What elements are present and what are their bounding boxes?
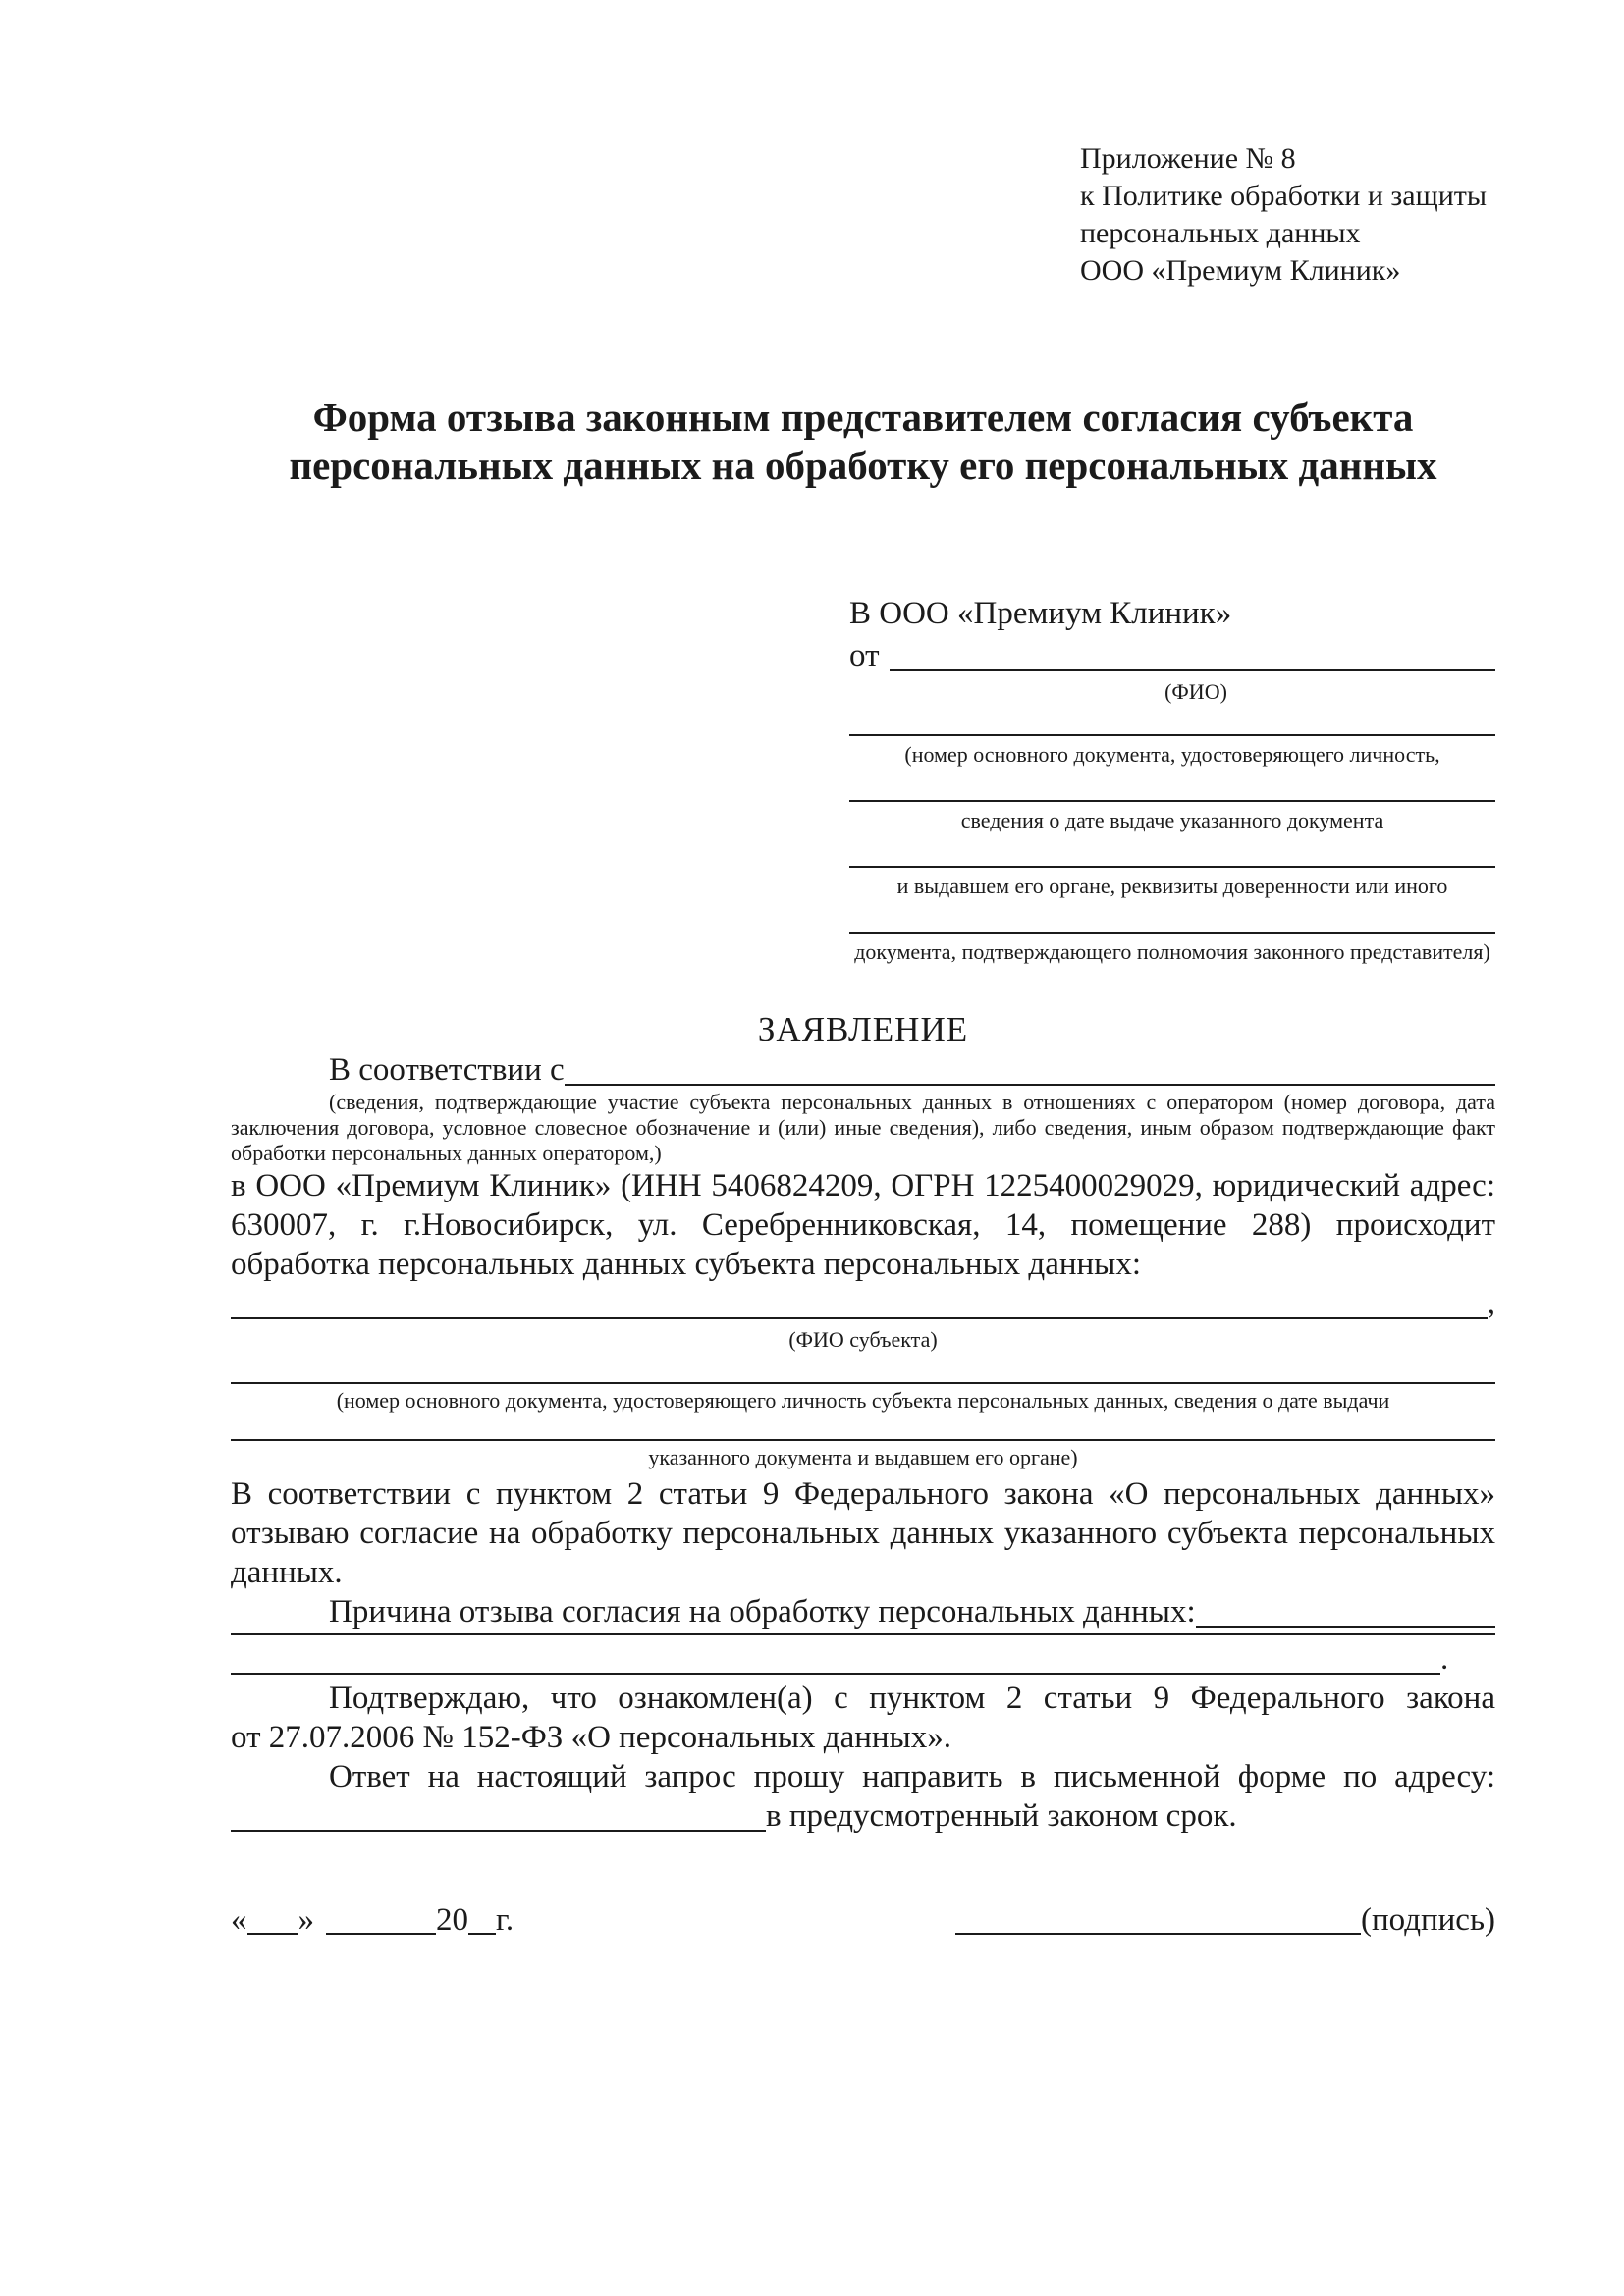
basis-blank-line [565,1084,1495,1086]
open-quote: « [231,1902,247,1938]
basis-footnote [231,1090,1495,1166]
representative-doc-field [849,866,1495,899]
subject-fio-row [231,1284,1495,1323]
reply-tail-text: в предусмотренный законом срок. [766,1798,1237,1834]
appendix-line: ООО «Премиум Клиник» [1080,254,1401,287]
day-blank-line [247,1933,298,1935]
signature-caption: (подпись) [1361,1902,1495,1938]
withdrawal-paragraph [231,1474,1495,1592]
operator-paragraph-line: обработка персональных данных субъекта персональных данных: [231,1247,1141,1282]
representative-doc-field [849,932,1495,965]
withdrawal-paragraph-line: В соответствии с пунктом 2 статьи 9 Федерального закона «О персональных данных» [231,1476,1495,1512]
representative-doc-caption: сведения о дате выдаче указанного документа [960,808,1384,832]
withdrawal-paragraph-line: данных. [231,1555,343,1590]
appendix-line: персональных данных [1080,217,1361,249]
year-prefix: 20 [436,1902,468,1938]
basis-label: В соответствии с [329,1052,565,1088]
appendix-line: Приложение № 8 [1080,142,1296,175]
form-title [231,394,1495,490]
footnote-line: заключения договора, условное словесное обозначение и (или) иные сведения), либо сведения, иным образом подтверждающие факт [231,1115,1495,1140]
reason-continuation-row [231,1639,1495,1679]
representative-doc-blank-line [849,932,1495,934]
operator-paragraph-line: в ООО «Премиум Клиник» (ИНН 5406824209, ОГРН 1225400029029, юридический адрес: [231,1168,1495,1203]
subject-doc-caption: (номер основного документа, удостоверяющего личность субъекта персональных данных, сведения о дате выдачи [336,1388,1390,1413]
confirmation-paragraph-line: Подтверждаю, что ознакомлен(а) с пунктом 2 статьи 9 Федерального закона [329,1681,1495,1716]
representative-doc-blank-line [849,866,1495,868]
subject-doc-blank-line [231,1382,1495,1384]
form-title-line: Форма отзыва законным представителем согласия субъекта [312,395,1414,440]
signature-blank-line [955,1933,1361,1935]
appendix-note [1080,140,1495,290]
month-blank-line [326,1933,436,1935]
representative-doc-field [849,734,1495,768]
confirmation-paragraph-line: от 27.07.2006 № 152-ФЗ «О персональных данных». [231,1720,951,1755]
reason-blank-line-2 [231,1633,1495,1635]
operator-paragraph-line: 630007, г. г.Новосибирск, ул. Серебренниковская, 14, помещение 288) происходит [231,1207,1495,1243]
reason-label: Причина отзыва согласия на обработку персональных данных: [329,1594,1196,1629]
subject-fio-blank-line [231,1317,1488,1319]
footnote-line: (сведения, подтверждающие участие субъекта персональных данных в отношениях с оператором (номер договора, дата [329,1090,1495,1114]
statement-heading: ЗАЯВЛЕНИЕ [757,1010,969,1048]
addressee-block [849,593,1495,965]
representative-doc-blank-line [849,734,1495,736]
reason-row [231,1592,1495,1631]
reason-blank-line [1196,1626,1495,1628]
year-blank-line [468,1933,496,1935]
year-suffix: г. [496,1902,514,1938]
from-row [849,636,1495,675]
signature-group [955,1900,1495,1940]
operator-paragraph [231,1166,1495,1284]
addressee-organization: В ООО «Премиум Клиник» [849,596,1232,631]
reply-paragraph-line: Ответ на настоящий запрос прошу направить в письменной форме по адресу: [329,1759,1495,1794]
subject-fio-caption: (ФИО субъекта) [788,1327,938,1352]
basis-row [231,1050,1495,1090]
representative-doc-blank-line [849,800,1495,802]
close-quote: » [298,1902,314,1938]
reply-address-blank-line [231,1830,766,1832]
appendix-line: к Политике обработки и защиты [1080,180,1488,212]
period: . [1440,1641,1449,1677]
fio-caption: (ФИО) [1164,679,1227,704]
subject-doc-caption: указанного документа и выдавшем его органе) [648,1445,1078,1469]
representative-doc-caption: документа, подтверждающего полномочия законного представителя) [854,939,1490,964]
reason-blank-line-3 [231,1673,1440,1675]
from-label: от [849,638,880,673]
withdrawal-paragraph-line: отзываю согласие на обработку персональных данных указанного субъекта персональных [231,1516,1495,1551]
footer-row [231,1900,1495,1940]
representative-doc-caption: и выдавшем его органе, реквизиты доверенности или иного [896,874,1448,898]
form-title-line: персональных данных на обработку его персональных данных [289,443,1437,488]
date-group [231,1900,514,1940]
confirmation-paragraph [231,1679,1495,1757]
representative-doc-caption: (номер основного документа, удостоверяющего личность, [904,742,1440,767]
representative-fio-blank-line [890,669,1496,671]
representative-doc-field [849,800,1495,833]
comma: , [1487,1286,1495,1321]
footnote-line: обработки персональных данных оператором,) [231,1141,662,1165]
subject-doc-blank-line [231,1439,1495,1441]
reply-address-row [231,1796,1495,1836]
